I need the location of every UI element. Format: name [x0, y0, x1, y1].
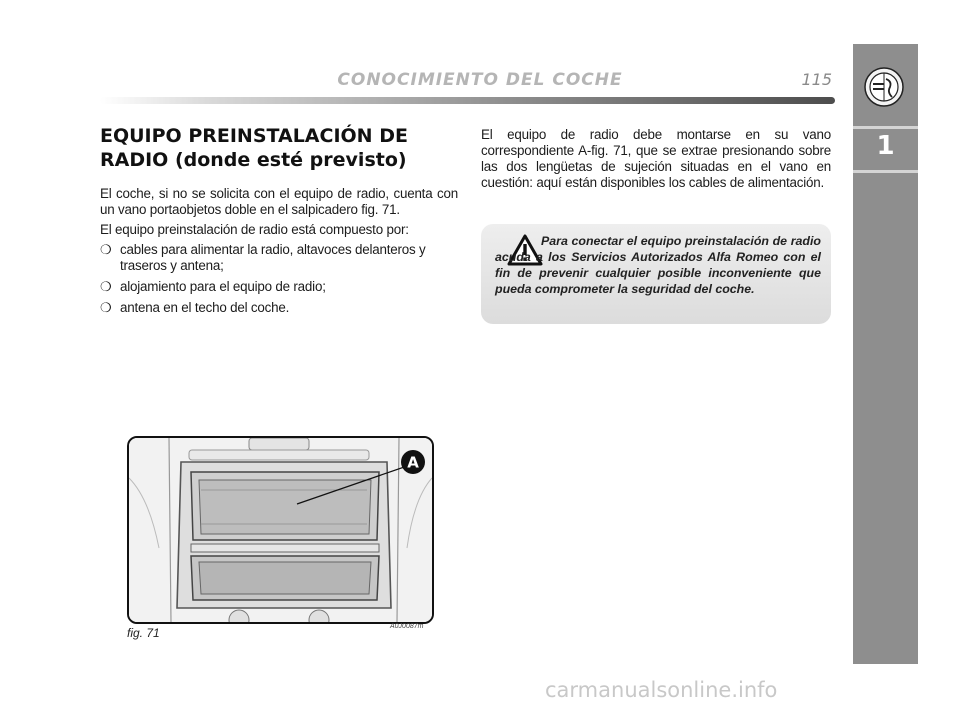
installation-paragraph: El equipo de radio debe montarse en su vano correspondiente A-fig. 71, que se extrae presionando sobre las dos lengüetas de sujeción situadas en el vano en cuestión: aquí están disponibles los cables de alimentación.: [481, 127, 831, 190]
radio-compartment-illustration: [129, 438, 432, 622]
intro-paragraph: El coche, si no se solicita con el equipo de radio, cuenta con un vano portaobjetos doble en el salpicadero fig. 71.: [100, 186, 458, 217]
callout-a-label: A: [407, 453, 419, 472]
bullet-text: cables para alimentar la radio, altavoces delanteros y traseros y antena;: [120, 242, 426, 273]
warning-text: Para conectar el equipo preinstalación de radio acuda a los Servicios Autorizados Alfa Romeo con el fin de prevenir cualquier posible inconveniente que pueda comprometer la seguridad del coche.: [495, 234, 821, 296]
bullet-text: alojamiento para el equipo de radio;: [120, 279, 326, 294]
figure-71: [127, 436, 434, 624]
watermark-text: carmanualsonline.info: [545, 678, 778, 702]
alfa-romeo-logo-icon: [864, 67, 904, 107]
list-item: [100, 279, 458, 295]
composition-paragraph: El equipo preinstalación de radio está compuesto por:: [100, 222, 409, 237]
figure-caption: fig. 71: [127, 626, 160, 640]
section-heading-line2: RADIO (donde esté previsto): [100, 149, 407, 171]
bullet-circle-icon: ❍: [100, 279, 112, 294]
section-heading-line1: EQUIPO PREINSTALACIÓN DE: [100, 125, 408, 147]
warning-box: [481, 224, 831, 324]
bullet-text: antena en el techo del coche.: [120, 300, 290, 315]
header-rule: [100, 97, 835, 104]
section-heading: [100, 124, 460, 172]
page-number: 115: [801, 70, 832, 89]
left-column: [100, 186, 458, 321]
right-column: [481, 127, 831, 191]
side-divider-top: [853, 126, 918, 129]
bullet-list: [100, 242, 458, 316]
figure-code: A0J0087m: [390, 623, 424, 630]
bullet-circle-icon: ❍: [100, 242, 112, 257]
page-header-title: CONOCIMIENTO DEL COCHE: [337, 70, 623, 90]
list-item: [100, 242, 458, 274]
side-divider-bottom: [853, 170, 918, 173]
list-item: [100, 300, 458, 316]
bullet-circle-icon: ❍: [100, 300, 112, 315]
chapter-number: 1: [876, 131, 895, 161]
